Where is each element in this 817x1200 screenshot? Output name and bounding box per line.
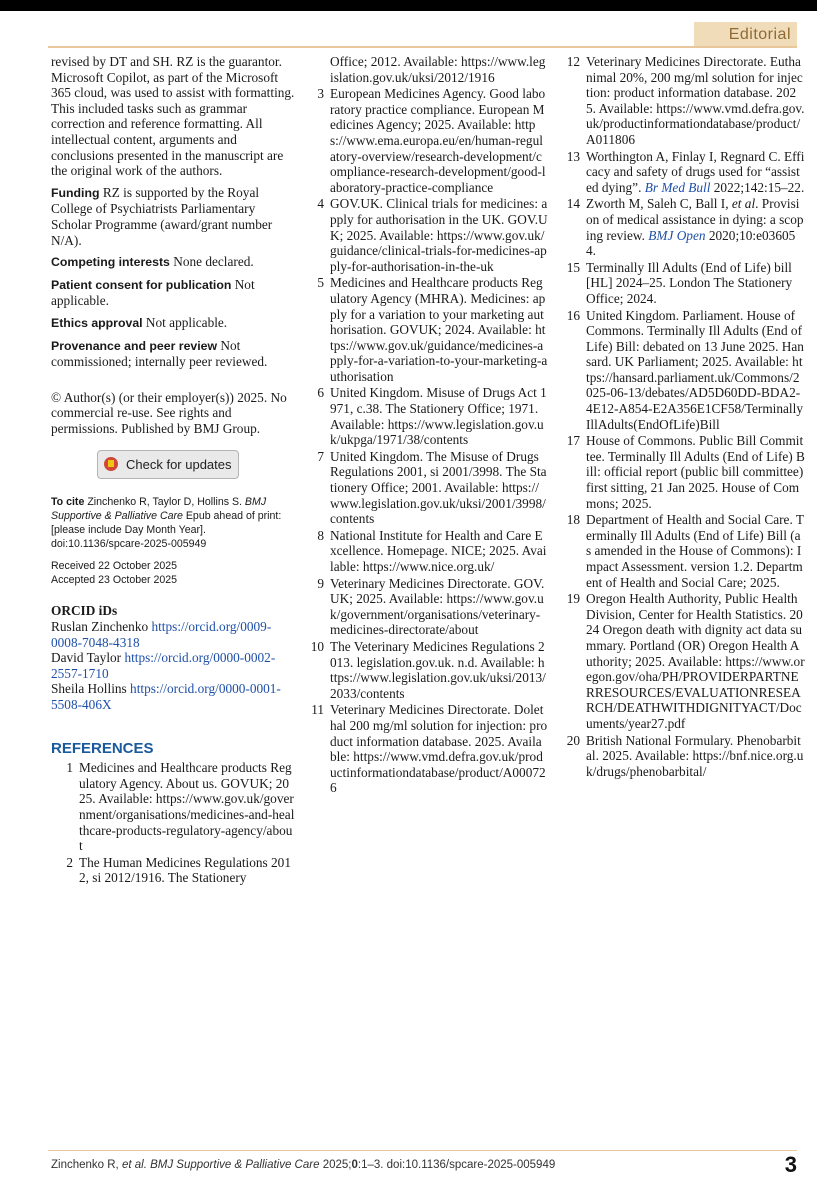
header-rule [48,46,797,48]
reference-item [558,733,805,780]
reference-text: Veterinary Medicines Directorate. Euthanimal 20%, 200 mg/ml solution for injection: product information database. 2025. Available: https://www.vmd.defra.gov.uk/productinformationdatabase/product/A011806 [586,54,805,147]
reference-number: 6 [317,385,324,401]
cite-journal: BMJ Supportive & Palliative Care [51,496,267,523]
reference-item [302,702,548,796]
orcid-entry [51,619,295,650]
ethics-heading: Ethics approval [51,315,143,330]
footer-rule [48,1150,797,1151]
ethics-approval [51,315,295,332]
reference-text: Medicines and Healthcare products Regulatory Agency. About us. GOVUK; 2025. Available: https://www.gov.uk/government/organisations/medicines-and-healthcare-products-regulatory-agency/about [79,760,295,854]
reference-item [51,760,295,854]
reference-text: House of Commons. Public Bill Committee. Terminally Ill Adults (End of Life) Bill: official report (public bill committee) first sitting, 21 Jan 2025. House of Commons; 2025. [586,433,805,511]
footer-journal: BMJ Supportive & Palliative Care [150,1159,320,1171]
reference-text: The Human Medicines Regulations 2012, si 2012/1916. The Stationery [79,854,291,886]
reference-number: 18 [566,512,580,528]
consent-heading: Patient consent for publication [51,277,232,292]
column-1 [51,54,295,887]
provenance-heading: Provenance and peer review [51,338,218,353]
provenance-text: Not commissioned; internally peer reviewed. [51,337,268,370]
reference-item [558,433,805,511]
reference-item [302,639,548,701]
provenance [51,338,295,370]
reference-item [302,528,548,575]
reference-number: 2 [66,854,73,870]
reference-item [302,449,548,527]
reference-number: 15 [566,259,580,275]
reference-item [558,512,805,590]
orcid-name: David Taylor [51,650,122,666]
reference-number: 11 [311,702,324,718]
cite-authors: Zinchenko R, Taylor D, Hollins S. [87,496,242,509]
competing-interests [51,254,295,271]
orcid-link[interactable]: https://orcid.org/0009-0008-7048-4318 [51,619,272,650]
reference-text: The Veterinary Medicines Regulations 2013. legislation.gov.uk. n.d. Available: https://www.legislation.gov.uk/uksi/2013/2033/contents [330,638,546,701]
reference-number: 8 [317,527,324,543]
orcid-entry [51,681,295,712]
citation [51,495,295,551]
page-number: 3 [784,1152,797,1177]
reference-item [302,54,548,85]
reference-text: United Kingdom. The Misuse of Drugs Regulations 2001, si 2001/3998. The Stationery Office; 2001. Available: https://www.legislation.gov.uk/uksi/2001/3998/contents [330,448,547,527]
reference-number: 13 [566,148,580,164]
check-updates-label: Check for updates [126,457,232,473]
reference-text: Department of Health and Social Care. Terminally Ill Adults (End of Life) Bill (as amended in the House of Commons): Impact Assessment. version 1.2. Department of Health and Social Care; 2025. [586,512,804,590]
reference-number: 7 [317,448,324,464]
reference-text: European Medicines Agency. Good laboratory practice compliance. European Medicines Agency; 2025. Available: https://www.ema.europa.eu/en/human-regulatory-overview/research-development/compliance-research-development/good-laboratory-practice-compliance [330,86,546,195]
copyright-notice: © Author(s) (or their employer(s)) 2025. No commercial re-use. See rights and permissions. Published by BMJ Group. [51,389,287,436]
reference-number: 3 [317,86,324,102]
reference-text: GOV.UK. Clinical trials for medicines: apply for authorisation in the UK. GOV.UK; 2025. Available: https://www.gov.uk/guidance/clinical-trials-for-medicines-apply-for-authorisation-in-the-uk [330,196,548,274]
reference-number: 10 [310,638,324,654]
reference-number: 12 [566,54,580,69]
reference-number: 16 [566,307,580,323]
consent-text: Not applicable. [51,276,255,309]
received-date: Received 22 October 2025 [51,560,178,573]
top-bar [0,0,817,11]
footer-citation: Zinchenko R, et al. BMJ Supportive & Palliative Care 2025;0:1–3. doi:10.1136/spcare-2025-005949 [51,1159,556,1171]
reference-number: 17 [566,433,580,449]
reference-item [558,308,805,433]
orcid-heading: ORCID iDs [51,603,118,619]
check-for-updates-button[interactable] [97,450,239,479]
reference-text: Medicines and Healthcare products Regulatory Agency (MHRA). Medicines: apply for a variation to your marketing authorisation. GOVUK; 2024. Available: https://www.gov.uk/guidance/medicines-apply-for-a-variation-to-your-marketing-authorisation [330,275,548,384]
cite-details: Epub ahead of print: [please include Day Month Year]. doi:10.1136/spcare-2025-005949 [51,510,282,551]
reference-item [302,86,548,195]
reference-text: Veterinary Medicines Directorate. Dolethal 200 mg/ml solution for injection: product information database. 2025. Available: https://www.vmd.defra.gov.uk/productinformationdatabase/product/A000726 [330,702,548,796]
reference-number: 9 [317,575,324,591]
ethics-text: Not applicable. [145,314,228,330]
orcid-entry [51,650,295,681]
reference-text: Oregon Health Authority, Public Health Division, Center for Health Statistics. 2024 Oregon death with dignity act data summary. Portland (OR) Oregon Health Authority; 2025. Available: https://www.oregon.gov/oha/PH/PROVIDERPARTNERRESOURCES/EVALUATIONRESEARCH/DEATHWITHDIGNITYACT/Documents/year27.pdf [586,591,805,731]
reference-text: United Kingdom. Parliament. House of Commons. Terminally Ill Adults (End of Life) Bill: debated on 13 June 2025. Hansard. UK Parliament; 2025. Available: https://hansard.parliament.uk/Commons/2025-06-13/debates/AD5D60DD-BDA2-4E12-A854-E2A356E1CF58/TerminallyIllAdults(EndOfLife)Bill [586,307,804,432]
reference-text: British National Formulary. Phenobarbital. 2025. Available: https://bnf.nice.org.uk/drugs/phenobarbital/ [586,732,804,779]
reference-number: 19 [566,591,580,607]
references-heading: REFERENCES [51,739,154,757]
orcid-link[interactable]: https://orcid.org/0000-0001-5508-406X [51,681,281,713]
funding-statement [51,185,295,248]
section-tag: Editorial [694,22,797,47]
reference-text: Terminally Ill Adults (End of Life) bill [HL] 2024–25. London The Stationery Office; 2024. [586,259,793,306]
cite-heading: To cite [51,496,85,509]
crossmark-icon [104,457,118,471]
competing-heading: Competing interests [51,255,170,270]
reference-number: 5 [317,275,324,291]
reference-item [558,260,805,307]
journal-link[interactable]: BMJ Open [648,227,706,243]
reference-text: Worthington A, Finlay I, Regnard C. Efficacy and safety of drugs used for “assisted dying”. Br Med Bull 2022;142:15–22. [586,148,805,195]
reference-text: Veterinary Medicines Directorate. GOV.UK; 2025. Available: https://www.gov.uk/government/organisations/veterinary-medicines-directorate/about [330,575,545,638]
accepted-date: Accepted 23 October 2025 [51,574,178,587]
reference-number: 1 [66,760,73,776]
column-3 [558,54,805,780]
reference-item [558,591,805,731]
orcid-link[interactable]: https://orcid.org/0000-0002-2557-1710 [51,650,276,681]
reference-number: 20 [566,732,580,748]
reference-number: 14 [566,196,580,212]
reference-item [558,196,805,258]
column-2 [302,54,548,797]
reference-item [51,855,295,886]
reference-item [302,196,548,274]
reference-text: United Kingdom. Misuse of Drugs Act 1971, c.38. The Stationery Office; 1971. Available: https://www.legislation.gov.uk/ukpga/1971/38/contents [330,385,547,448]
patient-consent [51,277,295,309]
reference-text: National Institute for Health and Care Excellence. Homepage. NICE; 2025. Available: https://www.nice.org.uk/ [330,527,547,574]
contributors-text: revised by DT and SH. RZ is the guarantor. Microsoft Copilot, as part of the Microsoft 365 cloud, was used to assist with formatting. This included tasks such as grammar correction and reference formatting. All intellectual content, arguments and conclusions presented in the manuscript are the original work of the authors. [51,54,295,179]
orcid-name: Sheila Hollins [51,681,127,697]
funding-heading: Funding [51,185,100,200]
reference-item [302,385,548,447]
reference-item [558,149,805,196]
reference-text: Zworth M, Saleh C, Ball I, et al. Provision of medical assistance in dying: a scoping review. BMJ Open 2020;10:e036054. [586,196,804,259]
competing-text: None declared. [173,254,254,270]
reference-item [302,275,548,384]
journal-link[interactable]: Br Med Bull [644,179,711,195]
reference-item [558,54,805,148]
reference-item [302,576,548,638]
reference-text: Office; 2012. Available: https://www.legislation.gov.uk/uksi/2012/1916 [330,54,546,85]
reference-number: 4 [317,196,324,212]
funding-text: RZ is supported by the Royal College of Psychiatrists Parliamentary Scholar Programme (award/grant number N/A). [51,184,273,248]
orcid-name: Ruslan Zinchenko [51,619,149,635]
